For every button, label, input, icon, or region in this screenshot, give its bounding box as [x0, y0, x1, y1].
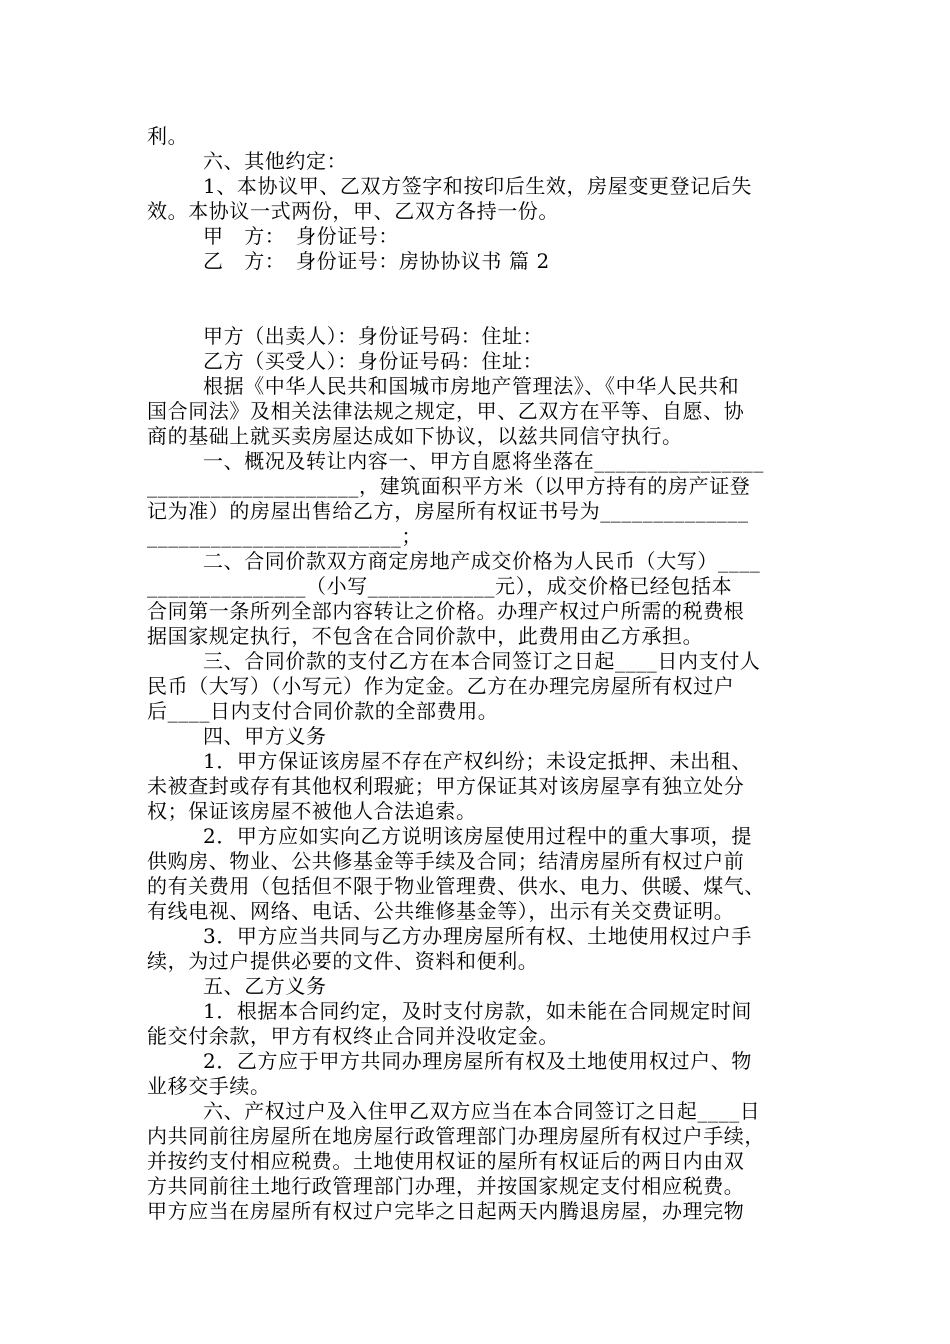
paragraph-line: 续，为过户提供必要的文件、资料和便利。 [147, 949, 539, 973]
paragraph-line: 3．甲方应当共同与乙方办理房屋所有权、土地使用权过户手 [203, 924, 752, 948]
paragraph-line: 并按约支付相应税费。土地使用权证的屋所有权证后的两日内由双 [147, 1149, 745, 1173]
section-heading: 六、产权过户及入住甲乙双方应当在本合同签订之日起____日 [203, 1099, 761, 1123]
paragraph-line: 后____日内支付合同价款的全部费用。 [147, 699, 499, 723]
paragraph-line: 供购房、物业、公共修基金等手续及合同；结清房屋所有权过户前 [147, 849, 745, 873]
paragraph-line: 业移交手续。 [147, 1074, 271, 1098]
paragraph-line: ________________________； [147, 524, 422, 548]
paragraph-line: 效。本协议一式两份，甲、乙双方各持一份。 [147, 199, 559, 223]
paragraph-line: 民币（大写）（小写元）作为定金。乙方在办理完房屋所有权过户 [147, 674, 735, 698]
paragraph-line: 国合同法》及相关法律法规之规定，甲、乙双方在平等、自愿、协 [147, 399, 745, 423]
section-heading: 六、其他约定： [203, 149, 348, 173]
section-heading: 一、概况及转让内容一、甲方自愿将坐落在________________ [203, 449, 764, 473]
paragraph-line: 利。 [147, 124, 189, 148]
paragraph-line: 合同第一条所列全部内容转让之价格。办理产权过户所需的税费根 [147, 599, 745, 623]
section-heading: 二、合同价款双方商定房地产成交价格为人民币（大写）____ [203, 549, 761, 573]
paragraph-line: 方共同前往土地行政管理部门办理，并按国家规定支付相应税费。 [147, 1174, 745, 1198]
section-heading: 四、甲方义务 [203, 724, 327, 748]
signature-line-party-b: 乙 方： 身份证号：房协协议书 篇 2 [203, 249, 550, 273]
signature-line-party-a: 甲 方： 身份证号： [203, 224, 399, 248]
paragraph-line: 1．根据本合同约定，及时支付房款，如未能在合同规定时间 [203, 999, 752, 1023]
paragraph-line: 1．甲方保证该房屋不存在产权纠纷；未设定抵押、未出租、 [203, 749, 752, 773]
paragraph-line: 未被查封或存有其他权利瑕疵；甲方保证其对该房屋享有独立处分 [147, 774, 745, 798]
paragraph-line: 权；保证该房屋不被他人合法追索。 [147, 799, 477, 823]
paragraph-line: 甲方应当在房屋所有权过户完毕之日起两天内腾退房屋，办理完物 [147, 1199, 745, 1223]
paragraph-line: 能交付余款，甲方有权终止合同并没收定金。 [147, 1024, 559, 1048]
paragraph-line: 的有关费用（包括但不限于物业管理费、供水、电力、供暖、煤气、 [147, 874, 765, 898]
paragraph-line: 2．甲方应如实向乙方说明该房屋使用过程中的重大事项，提 [203, 824, 752, 848]
paragraph-line: 内共同前往房屋所在地房屋行政管理部门办理房屋所有权过户手续， [147, 1124, 765, 1148]
paragraph-line: 有线电视、网络、电话、公共维修基金等），出示有关交费证明。 [147, 899, 735, 923]
section-heading: 三、合同价款的支付乙方在本合同签订之日起____日内支付人 [203, 649, 761, 673]
paragraph-line: 1、本协议甲、乙双方签字和按印后生效，房屋变更登记后失 [203, 174, 752, 198]
paragraph-line: 记为准）的房屋出售给乙方，房屋所有权证书号为______________ [147, 499, 749, 523]
paragraph-line: 据国家规定执行，不包含在合同价款中，此费用由乙方承担。 [147, 624, 704, 648]
paragraph-line: 2．乙方应于甲方共同办理房屋所有权及土地使用权过户、物 [203, 1049, 752, 1073]
paragraph-line: _______________（小写____________元），成交价格已经包括本 [147, 574, 733, 598]
paragraph-line: 商的基础上就买卖房屋达成如下协议，以兹共同信守执行。 [147, 424, 683, 448]
paragraph-line: ____________________，建筑面积平方米（以甲方持有的房产证登 [147, 474, 751, 498]
party-b-info: 乙方（买受人）：身份证号码：住址： [203, 349, 544, 373]
party-a-info: 甲方（出卖人）：身份证号码：住址： [203, 324, 544, 348]
paragraph-line: 根据《中华人民共和国城市房地产管理法》、《中华人民共和 [203, 374, 740, 398]
section-heading: 五、乙方义务 [203, 974, 327, 998]
